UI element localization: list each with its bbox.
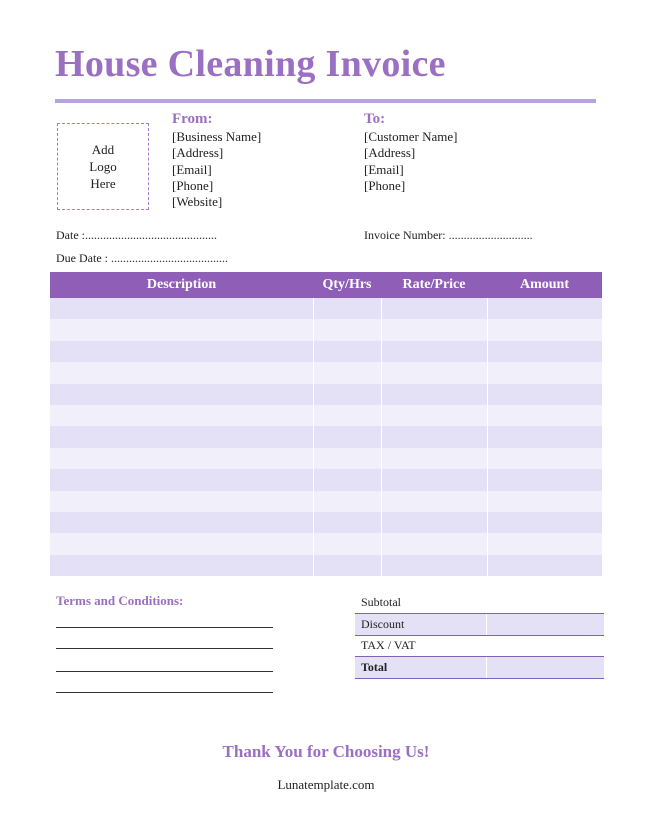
terms-line[interactable] bbox=[56, 692, 273, 693]
invoice-title: House Cleaning Invoice bbox=[55, 43, 446, 85]
title-divider bbox=[55, 99, 596, 103]
table-row bbox=[50, 533, 602, 554]
amount-cell[interactable] bbox=[487, 426, 602, 447]
from-email[interactable]: [Email] bbox=[172, 161, 212, 177]
qty-hrs-cell[interactable] bbox=[313, 469, 381, 490]
line-items-table bbox=[50, 272, 602, 576]
to-heading: To: bbox=[364, 111, 386, 127]
description-cell[interactable] bbox=[50, 533, 313, 554]
table-row bbox=[50, 341, 602, 362]
rate-price-cell[interactable] bbox=[381, 298, 487, 319]
amount-cell[interactable] bbox=[487, 341, 602, 362]
qty-hrs-cell[interactable] bbox=[313, 555, 381, 576]
invoice-number-field[interactable]: Invoice Number: ............................ bbox=[364, 228, 533, 242]
description-cell[interactable] bbox=[50, 426, 313, 447]
from-heading: From: bbox=[172, 111, 213, 127]
table-row bbox=[50, 469, 602, 490]
amount-cell[interactable] bbox=[487, 362, 602, 383]
qty-hrs-cell[interactable] bbox=[313, 491, 381, 512]
amount-cell[interactable] bbox=[487, 319, 602, 340]
thank-you-message: Thank You for Choosing Us! bbox=[222, 742, 430, 761]
from-phone[interactable]: [Phone] bbox=[172, 177, 214, 193]
table-row bbox=[50, 448, 602, 469]
qty-hrs-cell[interactable] bbox=[313, 426, 381, 447]
rate-price-cell[interactable] bbox=[381, 384, 487, 405]
qty-hrs-cell[interactable] bbox=[313, 533, 381, 554]
from-website[interactable]: [Website] bbox=[172, 194, 223, 210]
discount-label: Discount bbox=[355, 614, 486, 636]
qty-hrs-cell[interactable] bbox=[313, 298, 381, 319]
qty-hrs-cell[interactable] bbox=[313, 448, 381, 469]
description-cell[interactable] bbox=[50, 384, 313, 405]
to-address[interactable]: [Address] bbox=[364, 145, 416, 161]
from-business-name[interactable]: [Business Name] bbox=[172, 129, 262, 145]
description-cell[interactable] bbox=[50, 405, 313, 426]
amount-cell[interactable] bbox=[487, 533, 602, 554]
rate-price-header: Rate/Price bbox=[381, 272, 487, 298]
description-header: Description bbox=[50, 272, 313, 298]
rate-price-cell[interactable] bbox=[381, 533, 487, 554]
subtotal-label: Subtotal bbox=[355, 592, 486, 614]
terms-title: Terms and Conditions: bbox=[56, 593, 184, 608]
date-field[interactable]: Date :............................................ bbox=[56, 228, 217, 242]
terms-line[interactable] bbox=[56, 648, 273, 649]
table-row bbox=[50, 491, 602, 512]
rate-price-cell[interactable] bbox=[381, 512, 487, 533]
discount-value[interactable] bbox=[486, 614, 604, 636]
discount-row bbox=[355, 614, 604, 636]
due-date-field[interactable]: Due Date : ....................................... bbox=[56, 251, 228, 265]
tax-value[interactable] bbox=[486, 635, 604, 657]
table-row bbox=[50, 298, 602, 319]
rate-price-cell[interactable] bbox=[381, 448, 487, 469]
to-block bbox=[364, 111, 458, 194]
amount-cell[interactable] bbox=[487, 384, 602, 405]
qty-hrs-header: Qty/Hrs bbox=[313, 272, 381, 298]
from-address[interactable]: [Address] bbox=[172, 145, 224, 161]
amount-cell[interactable] bbox=[487, 491, 602, 512]
amount-cell[interactable] bbox=[487, 298, 602, 319]
table-row bbox=[50, 319, 602, 340]
totals-table bbox=[355, 592, 604, 679]
table-row bbox=[50, 426, 602, 447]
subtotal-row bbox=[355, 592, 604, 614]
logo-placeholder[interactable] bbox=[57, 123, 149, 210]
description-cell[interactable] bbox=[50, 491, 313, 512]
table-row bbox=[50, 384, 602, 405]
from-block bbox=[172, 111, 261, 210]
line-items-body bbox=[50, 298, 602, 576]
qty-hrs-cell[interactable] bbox=[313, 405, 381, 426]
table-header-row bbox=[50, 272, 602, 298]
description-cell[interactable] bbox=[50, 319, 313, 340]
rate-price-cell[interactable] bbox=[381, 555, 487, 576]
total-label: Total bbox=[355, 657, 486, 679]
table-row bbox=[50, 512, 602, 533]
description-cell[interactable] bbox=[50, 341, 313, 362]
terms-line[interactable] bbox=[56, 671, 273, 672]
rate-price-cell[interactable] bbox=[381, 362, 487, 383]
tax-row bbox=[355, 635, 604, 657]
to-email[interactable]: [Email] bbox=[364, 161, 404, 177]
total-row bbox=[355, 657, 604, 679]
amount-cell[interactable] bbox=[487, 405, 602, 426]
amount-cell[interactable] bbox=[487, 448, 602, 469]
description-cell[interactable] bbox=[50, 512, 313, 533]
qty-hrs-cell[interactable] bbox=[313, 341, 381, 362]
tax-label: TAX / VAT bbox=[355, 635, 486, 657]
rate-price-cell[interactable] bbox=[381, 405, 487, 426]
qty-hrs-cell[interactable] bbox=[313, 512, 381, 533]
description-cell[interactable] bbox=[50, 555, 313, 576]
qty-hrs-cell[interactable] bbox=[313, 319, 381, 340]
subtotal-value[interactable] bbox=[486, 592, 604, 614]
terms-line[interactable] bbox=[56, 627, 273, 628]
to-customer-name[interactable]: [Customer Name] bbox=[364, 129, 458, 145]
rate-price-cell[interactable] bbox=[381, 319, 487, 340]
description-cell[interactable] bbox=[50, 448, 313, 469]
logo-placeholder-text: Add Logo Here bbox=[89, 142, 117, 191]
description-cell[interactable] bbox=[50, 469, 313, 490]
amount-cell[interactable] bbox=[487, 512, 602, 533]
rate-price-cell[interactable] bbox=[381, 341, 487, 362]
amount-cell[interactable] bbox=[487, 469, 602, 490]
to-phone[interactable]: [Phone] bbox=[364, 177, 406, 193]
description-cell[interactable] bbox=[50, 298, 313, 319]
qty-hrs-cell[interactable] bbox=[313, 362, 381, 383]
table-row bbox=[50, 555, 602, 576]
description-cell[interactable] bbox=[50, 362, 313, 383]
qty-hrs-cell[interactable] bbox=[313, 384, 381, 405]
site-credit: Lunatemplate.com bbox=[277, 777, 375, 792]
rate-price-cell[interactable] bbox=[381, 426, 487, 447]
table-row bbox=[50, 405, 602, 426]
rate-price-cell[interactable] bbox=[381, 469, 487, 490]
amount-cell[interactable] bbox=[487, 555, 602, 576]
total-value[interactable] bbox=[486, 657, 604, 679]
rate-price-cell[interactable] bbox=[381, 491, 487, 512]
table-row bbox=[50, 362, 602, 383]
amount-header: Amount bbox=[487, 272, 602, 298]
